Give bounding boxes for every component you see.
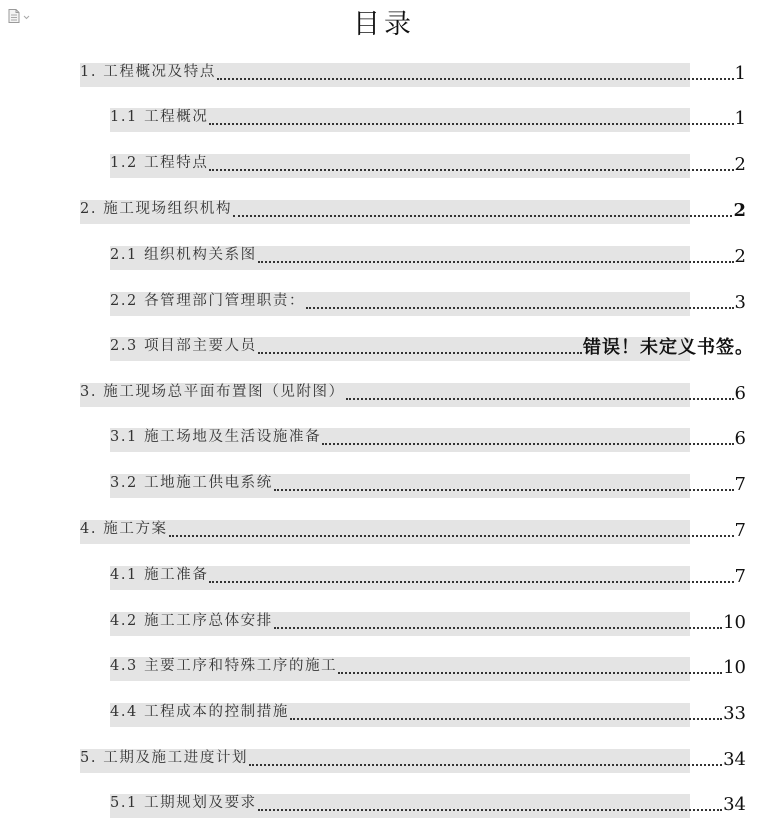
dot-leader	[322, 443, 734, 445]
toc-page-number: 1	[734, 108, 746, 129]
toc-page-number: 6	[734, 383, 746, 404]
toc-entry-title: 4.4 工程成本的控制措施	[110, 704, 289, 720]
toc-page-number: 34	[723, 749, 746, 770]
dot-leader	[258, 261, 734, 263]
toc-entry[interactable]	[110, 246, 746, 270]
toc-entry-title: 5. 工期及施工进度计划	[80, 750, 249, 766]
toc-page-number: 7	[734, 520, 746, 541]
toc-page-number: 10	[723, 612, 746, 633]
toc-error-message: 错误！未定义书签。	[583, 337, 754, 358]
toc-entry[interactable]	[110, 337, 754, 361]
toc-page-number: 1	[734, 63, 746, 84]
toc-entry[interactable]	[80, 520, 746, 544]
dot-leader	[233, 215, 732, 217]
dot-leader	[338, 672, 722, 674]
toc-entry-title: 4.1 施工准备	[110, 567, 209, 583]
toc-page-number: 7	[734, 566, 746, 587]
field-shading	[80, 520, 690, 544]
toc-entry-title: 3.1 施工场地及生活设施准备	[110, 429, 322, 445]
toc-entry[interactable]	[110, 566, 746, 590]
dot-leader	[346, 398, 734, 400]
toc-entry-title: 2.1 组织机构关系图	[110, 247, 257, 263]
toc-entry[interactable]	[110, 612, 746, 636]
dot-leader	[274, 627, 722, 629]
toc-page-number: 2	[734, 246, 746, 267]
toc-entry-title: 2.3 项目部主要人员	[110, 338, 257, 354]
toc-entry-title: 4.2 施工工序总体安排	[110, 613, 273, 629]
toc-page-number: 3	[734, 292, 746, 313]
dot-leader	[290, 718, 722, 720]
toc-entry[interactable]	[80, 63, 746, 87]
dot-leader	[209, 123, 734, 125]
toc-entry[interactable]	[110, 154, 746, 178]
toc-entry[interactable]	[80, 749, 746, 773]
toc-page-number: 7	[734, 474, 746, 495]
toc-entry[interactable]	[110, 428, 746, 452]
toc-page-number: 34	[723, 794, 746, 815]
toc-entry[interactable]	[80, 383, 746, 407]
page-title: 目录	[353, 9, 415, 40]
dot-leader	[209, 581, 734, 583]
toc-page-number: 2	[734, 154, 746, 175]
toc-entry-title: 4. 施工方案	[80, 521, 168, 537]
toc-entry[interactable]	[110, 108, 746, 132]
toc-entry-title: 4.3 主要工序和特殊工序的施工	[110, 658, 338, 674]
dot-leader	[209, 169, 734, 171]
toc-entry[interactable]	[110, 794, 746, 818]
dot-leader	[258, 352, 582, 354]
dot-leader	[258, 809, 722, 811]
toc-page-number: 2	[733, 200, 746, 221]
toc-entry-title: 1.2 工程特点	[110, 155, 209, 171]
toc-entry[interactable]	[110, 657, 746, 681]
dot-leader	[217, 78, 734, 80]
dot-leader	[306, 307, 734, 309]
dot-leader	[249, 764, 722, 766]
toc-entry-title: 3.2 工地施工供电系统	[110, 475, 273, 491]
dot-leader	[169, 535, 734, 537]
toc-entry[interactable]	[80, 200, 746, 224]
toc-entry-title: 5.1 工期规划及要求	[110, 795, 257, 811]
toc-entry[interactable]	[110, 474, 746, 498]
dot-leader	[274, 489, 734, 491]
toc-entry-title: 3. 施工现场总平面布置图（见附图）	[80, 384, 345, 400]
toc-page-number: 10	[723, 657, 746, 678]
toc-entry-title: 2.2 各管理部门管理职责：	[110, 293, 306, 309]
toc-entry-title: 1. 工程概况及特点	[80, 64, 216, 80]
toc-entry-title: 2. 施工现场组织机构	[80, 201, 233, 217]
toc-entry[interactable]	[110, 292, 746, 316]
toc-entry[interactable]	[110, 703, 746, 727]
toc-entry-title: 1.1 工程概况	[110, 109, 209, 125]
toc-page-number: 33	[723, 703, 746, 724]
toc-page-number: 6	[734, 428, 746, 449]
